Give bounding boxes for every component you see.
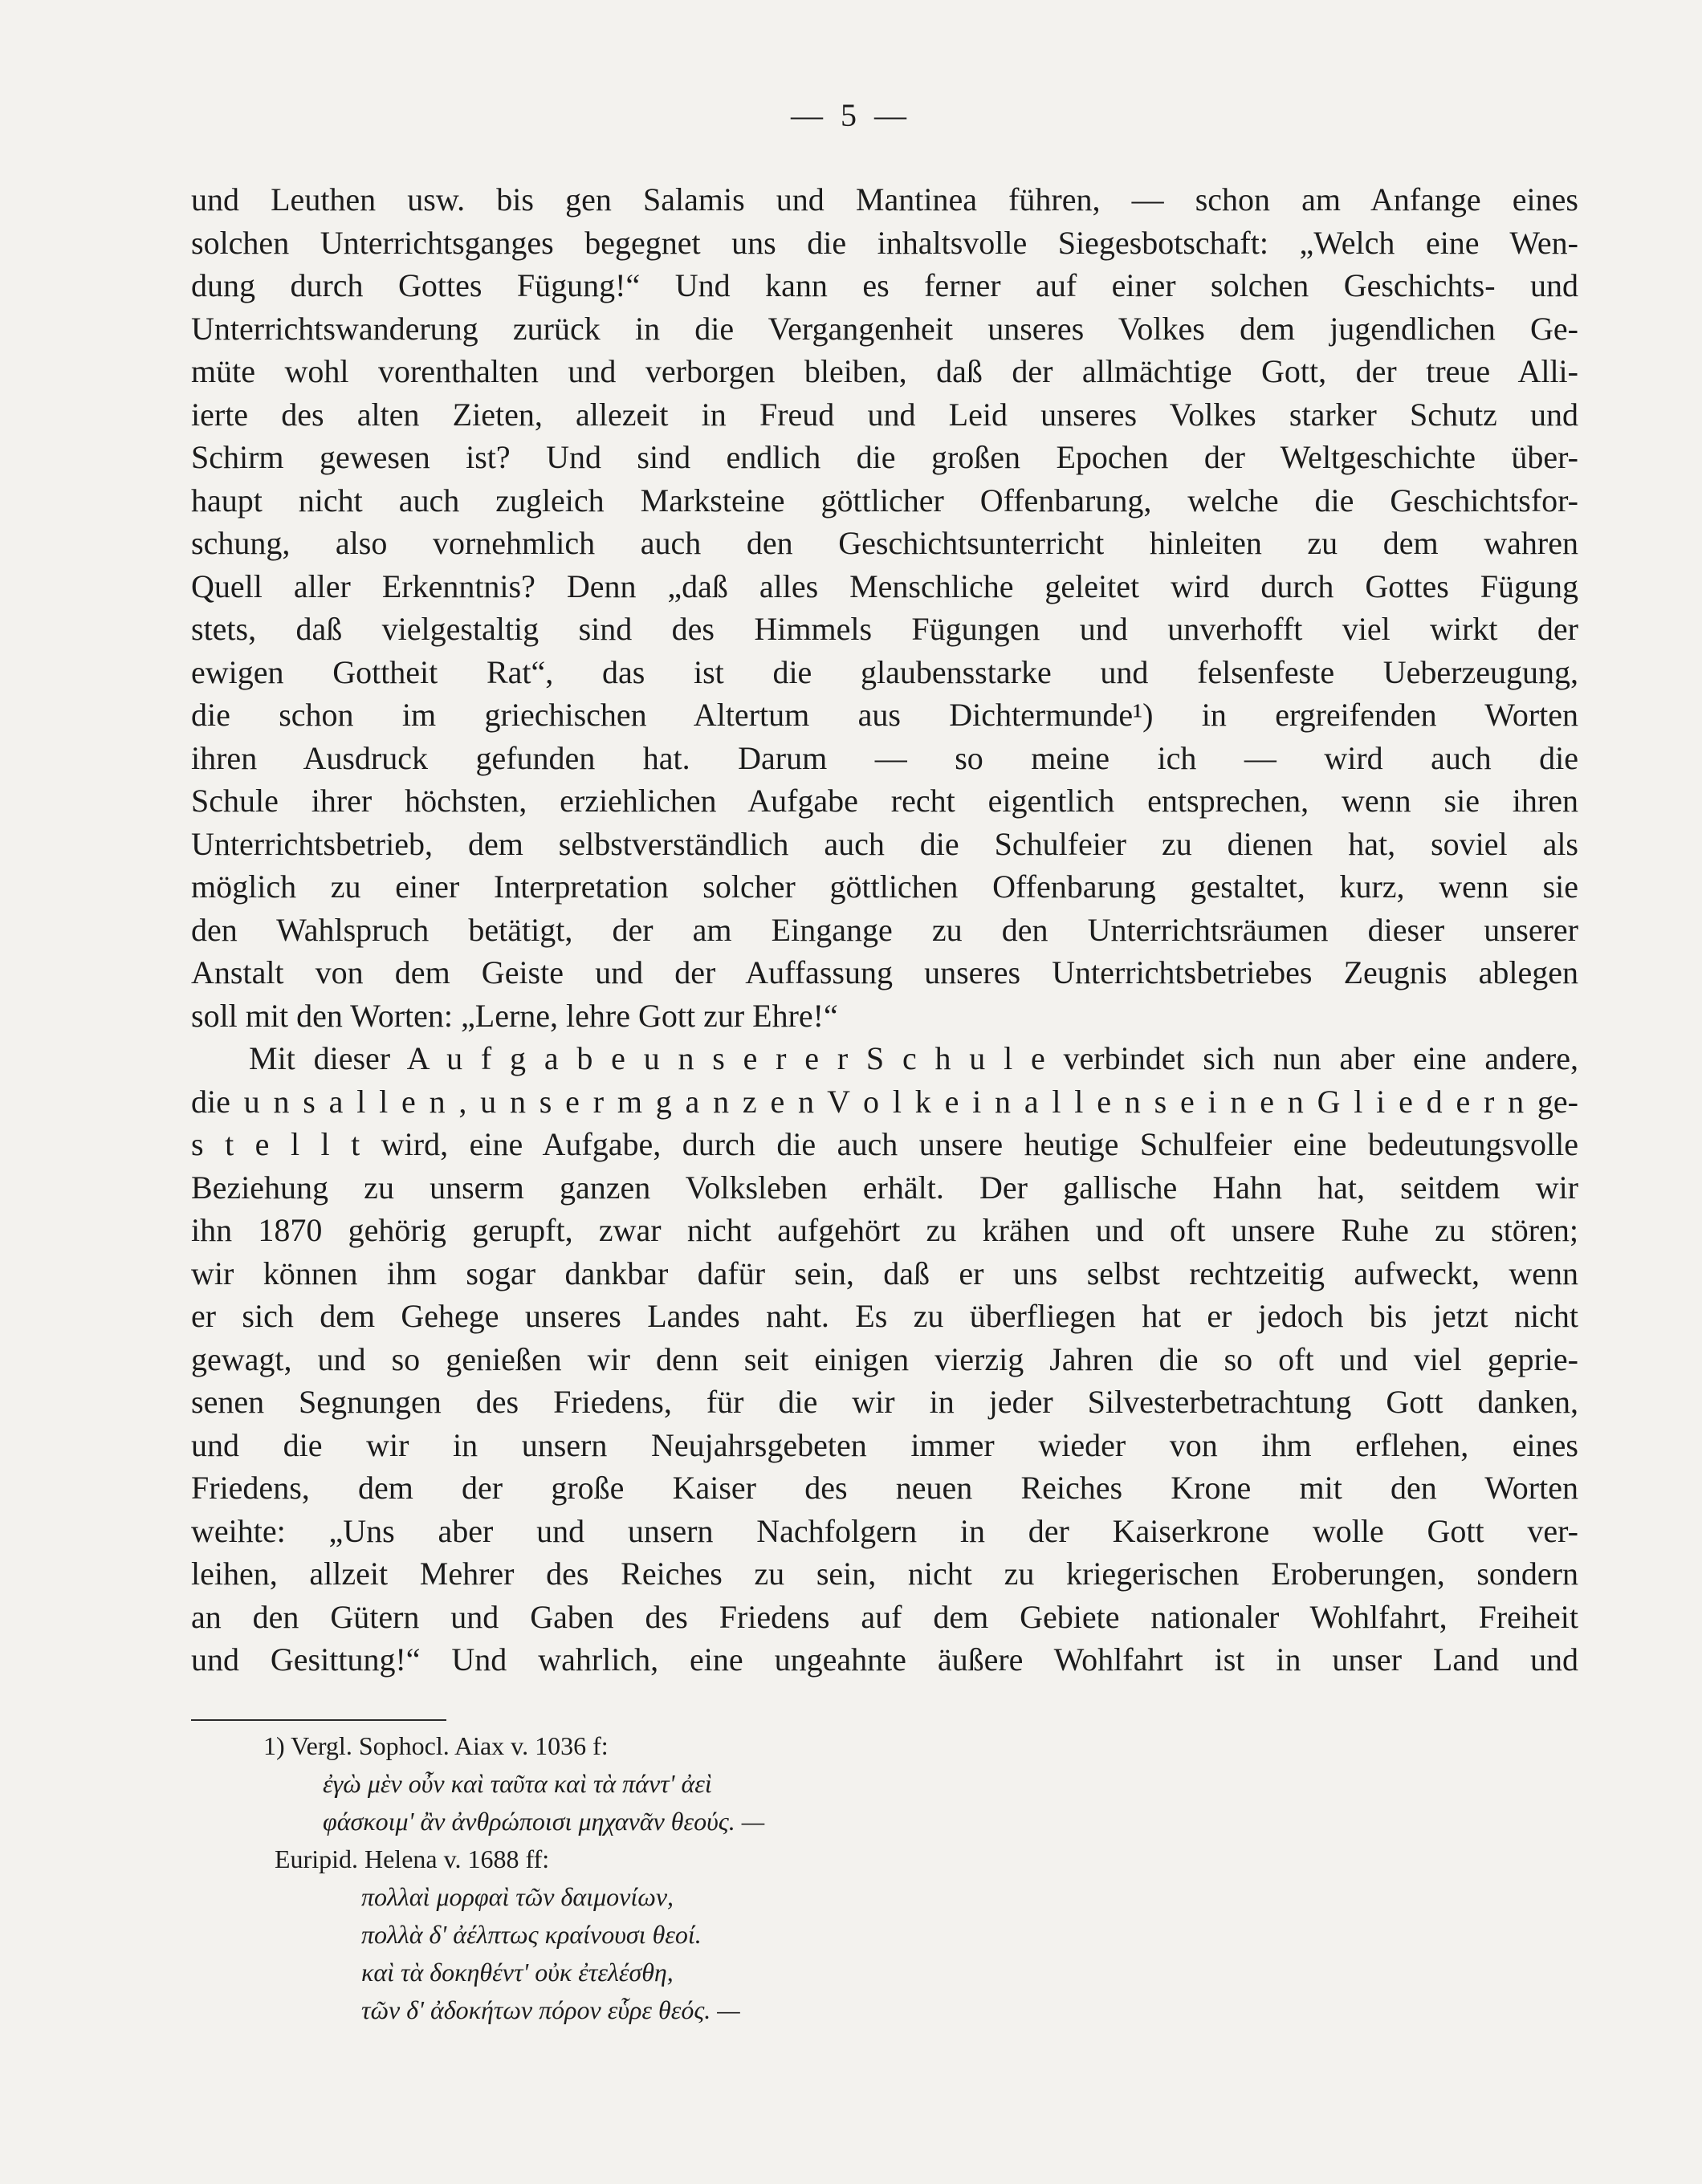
text-line: ihren Ausdruck gefunden hat. Darum — so meine ich — wird auch die [191, 739, 1578, 776]
footnote-quote-line: φάσκοιμ' ἂν ἀνθρώποισι μηχανᾶν θεούς. — [323, 1807, 765, 1836]
footnote-divider [191, 1719, 446, 1721]
text-line: s t e l l t wird, eine Aufgabe, durch die auch unsere heutige Schulfeier eine bedeutungsvolle [191, 1126, 1578, 1162]
text-line: leihen, allzeit Mehrer des Reiches zu sein, nicht zu kriegerischen Eroberungen, sondern [191, 1556, 1578, 1592]
text-line: Unterrichtswanderung zurück in die Vergangenheit unseres Volkes dem jugendlichen Ge- [191, 310, 1578, 347]
footnote-quote-line: καὶ τὰ δοκηθέντ' οὐκ ἐτελέσθη, [361, 1958, 674, 1987]
text-line: Friedens, dem der große Kaiser des neuen Reiches Krone mit den Worten [191, 1470, 1578, 1506]
footnote-quote-line: τῶν δ' ἀδοκήτων πόρον εὗρε θεός. — [361, 1995, 740, 2024]
text-line: soll mit den Worten: „Lerne, lehre Gott zur Ehre!“ [191, 997, 838, 1034]
footnote-marker: 1) [263, 1731, 285, 1760]
text-line: wir können ihm sogar dankbar dafür sein, daß er uns selbst rechtzeitig aufweckt, wenn [191, 1255, 1578, 1291]
text-line: und die wir in unsern Neujahrsgebeten immer wieder von ihm erflehen, eines [191, 1426, 1578, 1463]
text-line: Beziehung zu unserm ganzen Volksleben erhält. Der gallische Hahn hat, seitdem wir [191, 1169, 1578, 1206]
text-line: an den Gütern und Gaben des Friedens auf dem Gebiete nationaler Wohlfahrt, Freiheit [191, 1598, 1578, 1635]
footnote-line [263, 1727, 1238, 1765]
text-line: weihte: „Uns aber und unsern Nachfolgern in der Kaiserkrone wolle Gott ver- [191, 1512, 1578, 1549]
footnote-quote-line: πολλὰ δ' ἀέλπτως κραίνουσι θεοί. [361, 1920, 702, 1949]
text-line: Schule ihrer höchsten, erziehlichen Aufgabe recht eigentlich entsprechen, wenn sie ihren [191, 783, 1578, 819]
text-line: dung durch Gottes Fügung!“ Und kann es ferner auf einer solchen Geschichts- und [191, 267, 1578, 303]
text-line: die u n s a l l e n , u n s e r m g a n z e n V o l k e i n a l l e n s e i n e n G l i e d e r n ge- [191, 1083, 1578, 1120]
text-line: ihn 1870 gehörig gerupft, zwar nicht aufgehört zu krähen und oft unsere Ruhe zu stören; [191, 1212, 1578, 1248]
text-line: die schon im griechischen Altertum aus Dichtermunde¹) in ergreifenden Worten [191, 697, 1578, 733]
text-line: Mit dieser A u f g a b e u n s e r e r S c h u l e verbindet sich nun aber eine andere, [249, 1040, 1578, 1076]
text-line: den Wahlspruch betätigt, der am Eingange zu den Unterrichtsräumen dieser unserer [191, 911, 1578, 948]
text-line: solchen Unterrichtsganges begegnet uns die inhaltsvolle Siegesbotschaft: „Welch eine Wen- [191, 224, 1578, 261]
text-line: haupt nicht auch zugleich Marksteine göttlicher Offenbarung, welche die Geschichtsfor- [191, 482, 1578, 519]
text-line: Schirm gewesen ist? Und sind endlich die großen Epochen der Weltgeschichte über- [191, 439, 1578, 475]
text-line: Quell aller Erkenntnis? Denn „daß alles Menschliche geleitet wird durch Gottes Fügung [191, 567, 1578, 604]
text-line: müte wohl vorenthalten und verborgen bleiben, daß der allmächtige Gott, der treue Alli- [191, 353, 1578, 389]
text-line: senen Segnungen des Friedens, für die wir in jeder Silvesterbetrachtung Gott danken, [191, 1384, 1578, 1420]
text-line: gewagt, und so genießen wir denn seit einigen vierzig Jahren die so oft und viel geprie- [191, 1340, 1578, 1377]
text-line: Anstalt von dem Geiste und der Auffassung unseres Unterrichtsbetriebes Zeugnis ablegen [191, 954, 1578, 990]
text-line: ewigen Gottheit Rat“, das ist die glaubensstarke und felsenfeste Ueberzeugung, [191, 653, 1578, 690]
text-line: und Leuthen usw. bis gen Salamis und Mantinea führen, — schon am Anfange eines [191, 181, 1578, 218]
footnote-text: Euripid. Helena v. 1688 ff: [275, 1844, 550, 1873]
text-line: schung, also vornehmlich auch den Geschichtsunterricht hinleiten zu dem wahren [191, 525, 1578, 561]
footnote-quote-line: πολλαὶ μορφαὶ τῶν δαιμονίων, [361, 1882, 674, 1911]
text-line: ierte des alten Zieten, allezeit in Freud und Leid unseres Volkes starker Schutz und [191, 396, 1578, 433]
body-text [191, 178, 1578, 1682]
footnotes [263, 1727, 1238, 2029]
footnote-text: Vergl. Sophocl. Aiax v. 1036 f: [291, 1731, 609, 1760]
text-line: Unterrichtsbetrieb, dem selbstverständlich auch die Schulfeier zu dienen hat, soviel als [191, 825, 1578, 862]
text-line: stets, daß vielgestaltig sind des Himmels Fügungen und unverhofft viel wirkt der [191, 611, 1578, 647]
text-line: und Gesittung!“ Und wahrlich, eine ungeahnte äußere Wohlfahrt ist in unser Land und [191, 1641, 1578, 1678]
text-line: möglich zu einer Interpretation solcher göttlichen Offenbarung gestaltet, kurz, wenn sie [191, 868, 1578, 905]
text-line: er sich dem Gehege unseres Landes naht. Es zu überfliegen hat er jedoch bis jetzt nicht [191, 1298, 1578, 1334]
footnote-quote-line: ἐγὼ μὲν οὖν καὶ ταῦτα καὶ τὰ πάντ' ἀεὶ [323, 1769, 712, 1798]
page-number: — 5 — [791, 97, 911, 133]
